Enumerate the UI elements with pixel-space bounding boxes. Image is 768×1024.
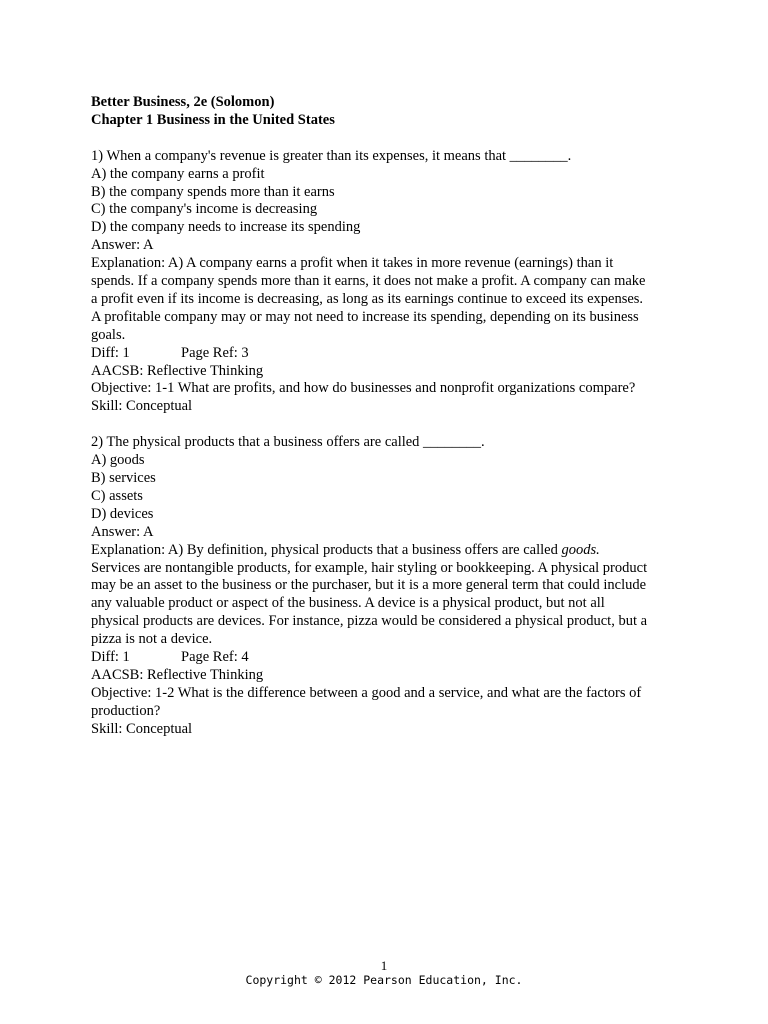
- skill: Skill: Conceptual: [91, 720, 193, 737]
- answer-choice-b: B) services: [91, 470, 156, 486]
- answer: Answer: A: [91, 523, 154, 540]
- answer-choice-d: D) the company needs to increase its spending: [91, 219, 361, 236]
- answer-choice-c: C) the company's income is decreasing: [91, 201, 318, 218]
- explanation-line: [91, 542, 683, 560]
- page-content: [91, 94, 683, 739]
- page-ref: Page Ref: 3: [181, 344, 249, 361]
- objective: Objective: 1-1 What are profits, and how do businesses and nonprofit organizations compare?: [91, 380, 636, 397]
- difficulty: Diff: 1: [91, 649, 130, 666]
- explanation-line: physical products are devices. For instance, pizza would be considered a physical product, but a: [91, 613, 648, 630]
- skill: Skill: Conceptual: [91, 398, 193, 415]
- question-stem: 1) When a company's revenue is greater than its expenses, it means that ________.: [91, 147, 572, 164]
- question-2: [91, 434, 683, 738]
- explanation-emphasis: goods.: [561, 541, 600, 558]
- chapter-title: Chapter 1 Business in the United States: [91, 111, 335, 128]
- explanation-line: goals.: [91, 326, 126, 343]
- explanation-line: a profit even if its income is decreasing, as long as its earnings continue to exceed its expenses.: [91, 290, 644, 307]
- question-stem: 2) The physical products that a business offers are called ________.: [91, 434, 485, 451]
- difficulty: Diff: 1: [91, 344, 130, 361]
- explanation-line: Explanation: A) A company earns a profit when it takes in more revenue (earnings) than it: [91, 255, 614, 272]
- answer-choice-c: C) assets: [91, 487, 143, 504]
- diff-line: [91, 649, 683, 667]
- spacer: [91, 416, 683, 434]
- objective: production?: [91, 702, 161, 719]
- question-1: [91, 148, 683, 417]
- explanation-line: spends. If a company spends more than it earns, it does not make a profit. A company can make: [91, 273, 646, 290]
- answer-choice-b: B) the company spends more than it earns: [91, 183, 335, 200]
- explanation-line: A profitable company may or may not need to increase its spending, depending on its business: [91, 308, 639, 325]
- explanation-line: Services are nontangible products, for example, hair styling or bookkeeping. A physical product: [91, 559, 648, 576]
- aacsb: AACSB: Reflective Thinking: [91, 666, 264, 683]
- explanation-line: pizza is not a device.: [91, 631, 213, 648]
- answer-choice-a: A) the company earns a profit: [91, 165, 265, 182]
- spacer: [91, 130, 683, 148]
- objective: Objective: 1-2 What is the difference between a good and a service, and what are the factors of: [91, 684, 642, 701]
- explanation-line: any valuable product or aspect of the business. A device is a physical product, but not all: [91, 595, 605, 612]
- explanation-text: Explanation: A) By definition, physical products that a business offers are called: [91, 541, 562, 558]
- page-number: 1: [380, 958, 388, 973]
- answer-choice-d: D) devices: [91, 505, 154, 522]
- aacsb: AACSB: Reflective Thinking: [91, 362, 264, 379]
- page-ref: Page Ref: 4: [181, 649, 249, 666]
- copyright-notice: Copyright © 2012 Pearson Education, Inc.: [245, 973, 523, 987]
- answer-choice-a: A) goods: [91, 452, 145, 469]
- diff-line: [91, 345, 683, 363]
- answer: Answer: A: [91, 237, 154, 254]
- book-title: Better Business, 2e (Solomon): [91, 94, 275, 110]
- explanation-line: may be an asset to the business or the purchaser, but it is a more general term that could include: [91, 577, 647, 594]
